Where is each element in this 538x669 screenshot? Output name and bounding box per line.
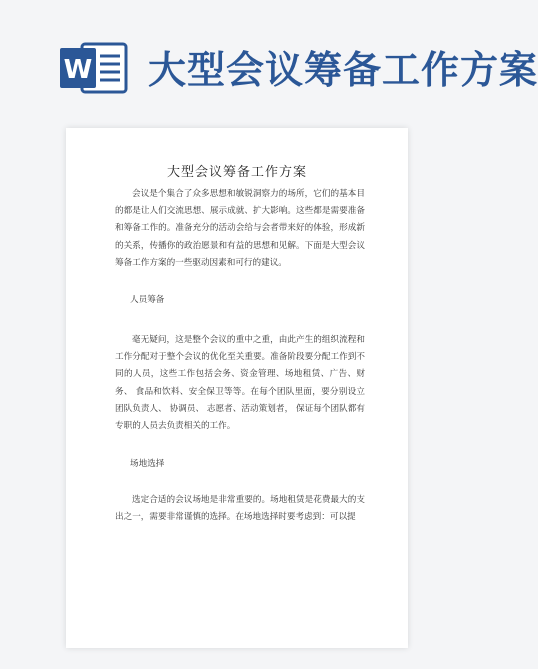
personnel-paragraph: 毫无疑问，这是整个会议的重中之重，由此产生的组织流程和工作分配对于整个会议的优化至关重要。准备阶段要分配工作到不同的人员，这些工作包括会务、资金管理、场地租赁、广告、财务、 食品和饮料、安全保卫等等。在每个团队里面，要分别设立团队负责人、 协调员、 志愿者、活动策划者， 保证每个团队都有专职的人员去负责相关的工作。 (115, 335, 365, 432)
banner-title: 大型会议筹备工作方案 (148, 48, 538, 92)
section-heading-personnel: 人员筹备 (130, 295, 165, 305)
document-title: 大型会议筹备工作方案 (166, 165, 307, 180)
banner (0, 0, 538, 110)
venue-paragraph: 选定合适的会议场地是非常重要的。场地租赁是花费最大的支出之一，需要非常谨慎的选择。在场地选择时要考虑到：可以提 (115, 495, 365, 523)
section-heading-venue: 场地选择 (130, 459, 165, 469)
document-page (66, 128, 408, 648)
intro-paragraph: 会议是个集合了众多思想和敏锐洞察力的场所，它们的基本目的都是让人们交流思想、展示成就、扩大影响。这些都是需要准备和筹备工作的。准备充分的活动会给与会者带来好的体验，形成新的关系，传播你的政治愿景和有益的思想和见解。下面是大型会议筹备工作方案的一些驱动因素和可行的建议。 (115, 189, 365, 268)
word-document-icon (60, 40, 130, 96)
word-logo-letter: W (63, 55, 93, 85)
